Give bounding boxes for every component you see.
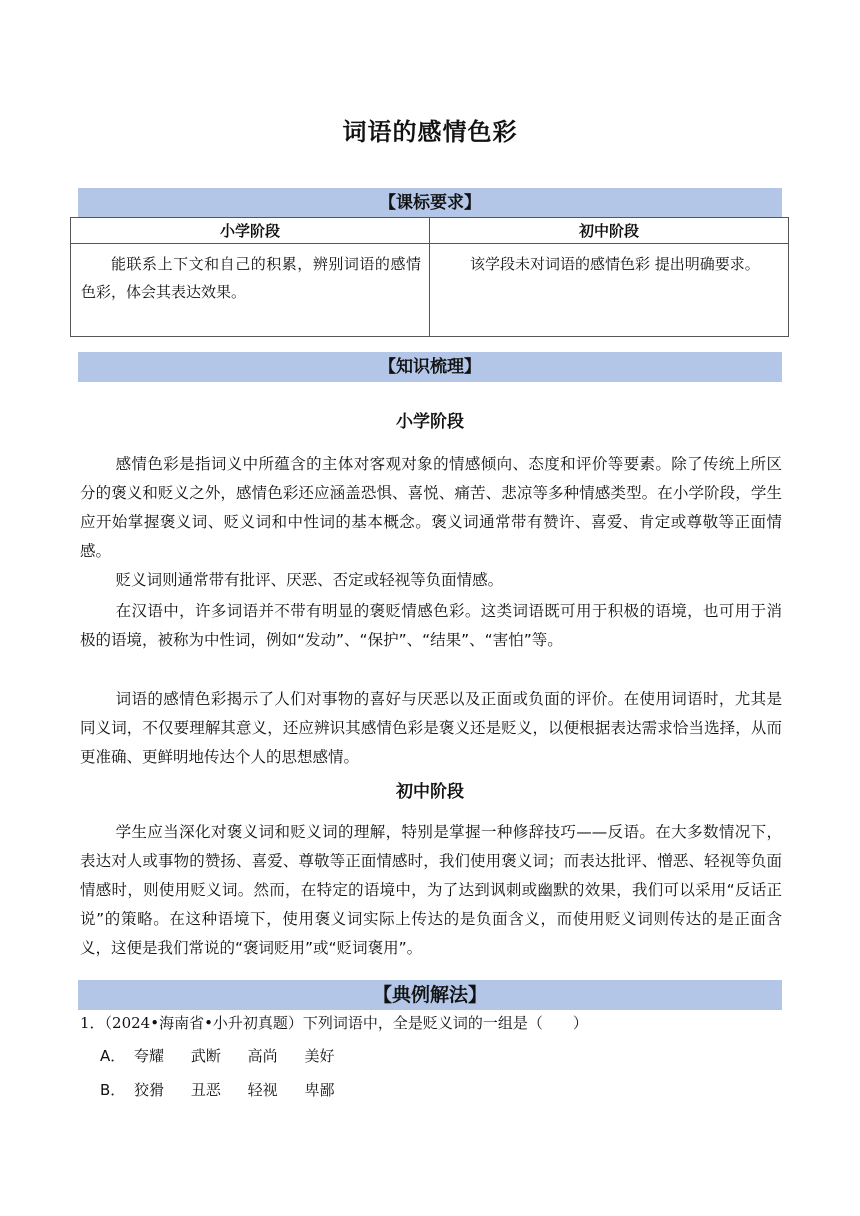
option-b bbox=[100, 1079, 356, 1100]
curriculum-table bbox=[70, 217, 789, 337]
paragraph: 贬义词则通常带有批评、厌恶、否定或轻视等负面情感。 bbox=[115, 571, 504, 589]
paragraph: 在汉语中，许多词语并不带有明显的褒贬情感色彩。这类词语既可用于积极的语境，也可用于消极的语境，被称为中性词，例如“发动”、“保护”、“结果”、“害怕”等。 bbox=[80, 602, 782, 649]
table-cell-middle: 该学段未对词语的感情色彩 提出明确要求。 bbox=[430, 244, 789, 337]
section-header-knowledge: 【知识梳理】 bbox=[78, 352, 782, 382]
table-header-primary: 小学阶段 bbox=[71, 218, 430, 244]
question-stem: 1．（2024•海南省•小升初真题）下列词语中，全是贬义词的一组是（ ） bbox=[80, 1014, 588, 1032]
option-label: B． bbox=[100, 1081, 126, 1099]
table-cell-primary: 能联系上下文和自己的积累，辨别词语的感情色彩，体会其表达效果。 bbox=[71, 244, 430, 337]
table-header-row bbox=[71, 218, 789, 244]
paragraph: 学生应当深化对褒义词和贬义词的理解，特别是掌握一种修辞技巧——反语。在大多数情况下，表达对人或事物的赞扬、喜爱、尊敬等正面情感时，我们使用褒义词；而表达批评、憎恶、轻视等负面情感时，则使用贬义词。然而，在特定的语境中，为了达到讽刺或幽默的效果，我们可以采用“反话正说”的策略。在这种语境下，使用褒义词实际上传达的是负面含义，而使用贬义词则传达的是正面含义，这便是我们常说的“褒词贬用”或“贬词褒用”。 bbox=[80, 823, 782, 957]
option-word: 夸耀 bbox=[134, 1047, 165, 1065]
option-word: 美好 bbox=[304, 1047, 335, 1065]
subheading-middle: 初中阶段 bbox=[396, 782, 464, 802]
option-a bbox=[100, 1045, 356, 1066]
table-row bbox=[71, 244, 789, 337]
subheading-primary: 小学阶段 bbox=[396, 412, 464, 432]
option-word: 武断 bbox=[190, 1047, 221, 1065]
table-header-middle: 初中阶段 bbox=[430, 218, 789, 244]
option-word: 狡猾 bbox=[134, 1081, 165, 1099]
option-word: 高尚 bbox=[247, 1047, 278, 1065]
option-word: 卑鄙 bbox=[304, 1081, 335, 1099]
paragraph: 词语的感情色彩揭示了人们对事物的喜好与厌恶以及正面或负面的评价。在使用词语时，尤其是同义词，不仅要理解其意义，还应辨识其感情色彩是褒义还是贬义，以便根据表达需求恰当选择，从而更准确、更鲜明地传达个人的思想感情。 bbox=[80, 690, 782, 766]
section-header-examples: 【典例解法】 bbox=[78, 980, 782, 1010]
page-title: 词语的感情色彩 bbox=[342, 118, 518, 146]
option-word: 轻视 bbox=[247, 1081, 278, 1099]
option-label: A． bbox=[100, 1047, 126, 1065]
option-word: 丑恶 bbox=[190, 1081, 221, 1099]
section-header-curriculum: 【课标要求】 bbox=[78, 188, 782, 218]
paragraph: 感情色彩是指词义中所蕴含的主体对客观对象的情感倾向、态度和评价等要素。除了传统上所区分的褒义和贬义之外，感情色彩还应涵盖恐惧、喜悦、痛苦、悲凉等多种情感类型。在小学阶段，学生应开始掌握褒义词、贬义词和中性词的基本概念。褒义词通常带有赞许、喜爱、肯定或尊敬等正面情感。 bbox=[80, 455, 782, 560]
